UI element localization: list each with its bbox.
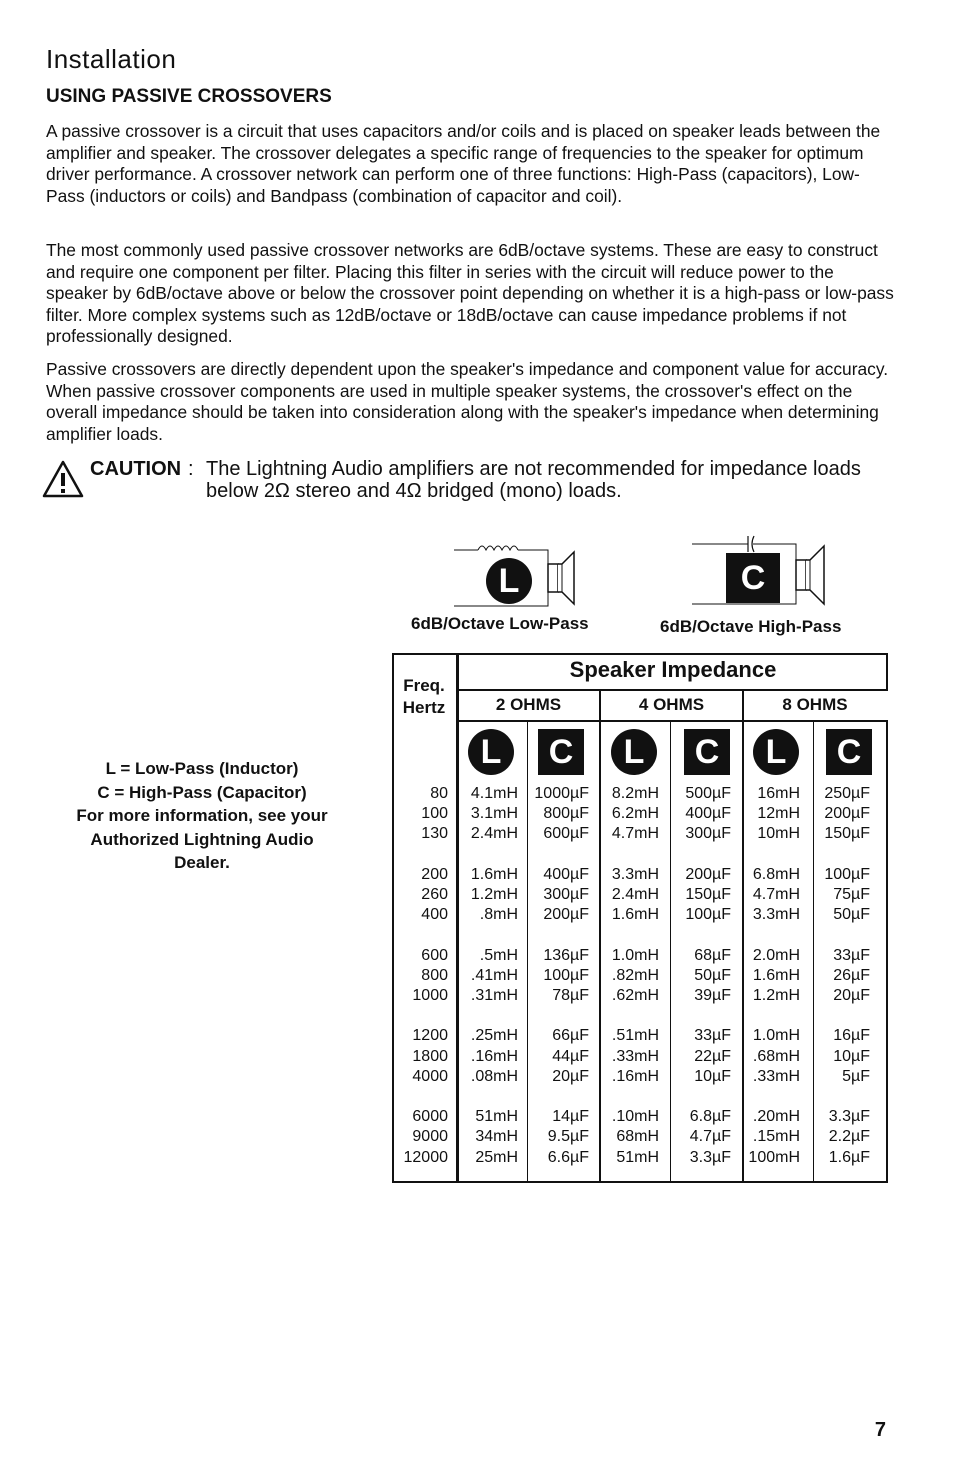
legend-line: Authorized Lightning Audio xyxy=(90,829,314,849)
freq-header-line: Hertz xyxy=(402,698,446,717)
freq-header-line: Freq. xyxy=(403,676,445,695)
impedance-4-ohms: 4 OHMS xyxy=(638,695,705,714)
badge-l-8ohm: L xyxy=(753,729,799,775)
badge-l-2ohm: L xyxy=(468,729,514,775)
legend-line: Dealer. xyxy=(174,853,230,872)
table-title: Speaker Impedance xyxy=(569,657,777,682)
coil-icon xyxy=(478,546,518,550)
inductor-4ohm-column: 8.2mH 6.2mH 4.7mH 3.3mH 2.4mH 1.6mH 1.0mH .82mH .62mH .51mH .33mH .16mH .10mH 68mH 51mH xyxy=(611,785,659,1166)
badge-l-4ohm: L xyxy=(611,729,657,775)
legend-line: C = High-Pass (Capacitor) xyxy=(97,782,307,802)
caution-label: CAUTION xyxy=(90,458,182,480)
paragraph-3: Passive crossovers are directly dependent upon the speaker's impedance and component value for accuracy. When passive crossover components are used in multiple speaker systems, the crossover's effect on the overall impedance should be taken into consideration along with the speaker's impedance when determining amplifier loads. xyxy=(46,359,889,444)
caution-colon: : xyxy=(188,458,194,480)
inductor-8ohm-column: 16mH 12mH 10mH 6.8mH 4.7mH 3.3mH 2.0mH 1.6mH 1.2mH 1.0mH .68mH .33mH .20mH .15mH 100mH xyxy=(748,785,800,1166)
heading: USING PASSIVE CROSSOVERS xyxy=(46,86,332,107)
speaker-icon xyxy=(806,546,824,604)
impedance-8-ohms: 8 OHMS xyxy=(782,695,848,714)
freq-column: 80 100 130 200 260 400 600 800 1000 1200 1800 4000 6000 9000 12000 xyxy=(403,785,448,1166)
speaker-icon xyxy=(558,552,574,604)
high-pass-badge: C xyxy=(726,553,780,603)
capacitor-4ohm-column: 500µF 400µF 300µF 200µF 150µF 100µF 68µF 50µF 39µF 33µF 22µF 10µF 6.8µF 4.7µF 3.3µF xyxy=(685,785,731,1166)
low-pass-caption: 6dB/Octave Low-Pass xyxy=(411,614,589,633)
impedance-2-ohms: 2 OHMS xyxy=(495,695,562,714)
warning-icon xyxy=(42,460,84,498)
legend xyxy=(46,757,358,875)
paragraph-1: A passive crossover is a circuit that uses capacitors and/or coils and is placed on speaker leads between the amplifier and speaker. The crossover delegates a specific range of frequencies to the speaker for optimum driver performance. A crossover network can perform one of three functions: High-Pass (capacitors), Low-Pass (inductors or coils) and Bandpass (combination of capacitor and coil). xyxy=(46,121,881,206)
crossover-table xyxy=(392,653,888,1183)
caution-text: The Lightning Audio amplifiers are not recommended for impedance loads below 2Ω stereo and 4Ω bridged (mono) loads. xyxy=(206,458,861,502)
badge-c-2ohm: C xyxy=(538,729,584,775)
inductor-2ohm-column: 4.1mH 3.1mH 2.4mH 1.6mH 1.2mH .8mH .5mH .41mH .31mH .25mH .16mH .08mH 51mH 34mH 25mH xyxy=(470,785,518,1166)
legend-line: For more information, see your xyxy=(76,806,328,825)
badge-c-4ohm: C xyxy=(684,729,730,775)
capacitor-2ohm-column: 1000µF 800µF 600µF 400µF 300µF 200µF 136µF 100µF 78µF 66µF 44µF 20µF 14µF 9.5µF 6.6µF xyxy=(534,785,589,1166)
caution-note xyxy=(42,458,922,508)
paragraph-2: The most commonly used passive crossover networks are 6dB/octave systems. These are easy to construct and require one component per filter. Placing this filter in series with the circuit will reduce power to the speaker by 6dB/octave above or below the crossover point depending on whether it is a high-pass or low-pass filter. More complex systems such as 12dB/octave or 18dB/octave can cause impedance problems if not professionally designed. xyxy=(46,240,894,347)
low-pass-badge: L xyxy=(486,558,532,604)
capacitor-8ohm-column: 250µF 200µF 150µF 100µF 75µF 50µF 33µF 26µF 20µF 16µF 10µF 5µF 3.3µF 2.2µF 1.6µF xyxy=(824,785,870,1166)
page-number: 7 xyxy=(874,1419,886,1441)
high-pass-caption: 6dB/Octave High-Pass xyxy=(660,617,842,636)
freq-header xyxy=(398,675,450,719)
legend-line: L = Low-Pass (Inductor) xyxy=(105,759,299,778)
section-title: Installation xyxy=(46,44,177,74)
badge-c-8ohm: C xyxy=(826,729,872,775)
